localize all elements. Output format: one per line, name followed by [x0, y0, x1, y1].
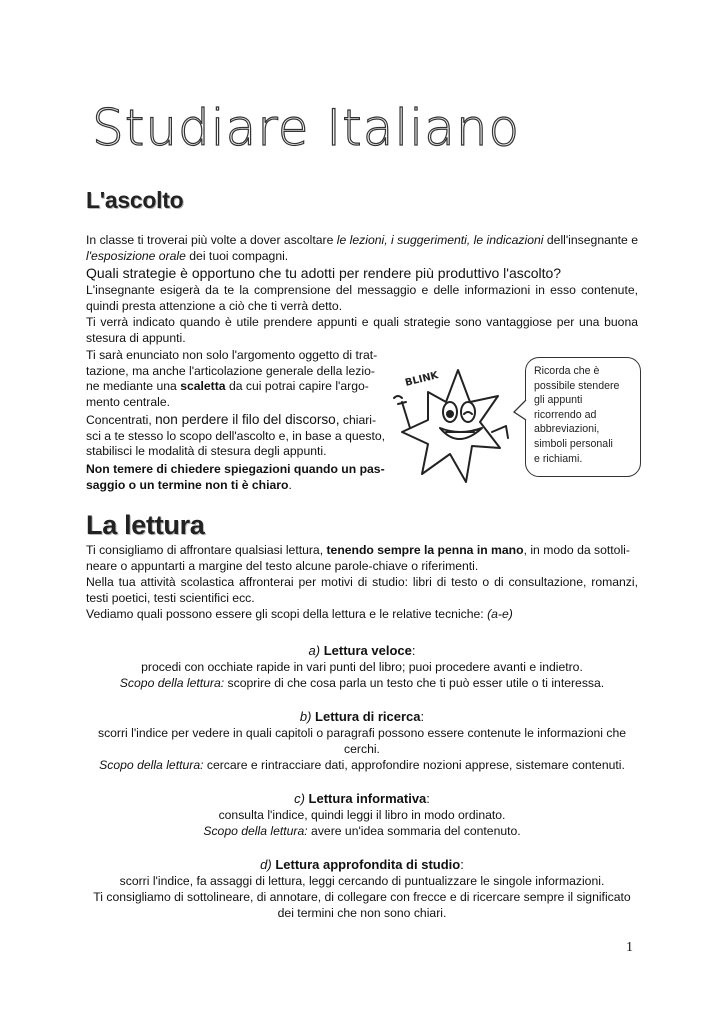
- item-line: dei termini che non sono chiari.: [277, 906, 447, 920]
- reading-line: Ti consigliamo di affrontare qualsiasi lettura, tenendo sempre la penna in mano, in modo da sottoli-: [86, 543, 630, 557]
- item-line: Ti consigliamo di sottolineare, di annotare, di collegare con frecce e di ricercare sempre il significato: [93, 890, 631, 904]
- study-paragraph: Nella tua attività scolastica affronterai per motivi di studio: libri di testo o di consultazione, romanzi, testi poetici, testi scientifici ecc.: [86, 575, 638, 605]
- question-line: Quali strategie è opportuno che tu adotti per rendere più produttivo l'ascolto?: [86, 265, 562, 281]
- topic-paragraph: [86, 348, 386, 410]
- reading-item-a: [86, 643, 638, 691]
- notes-paragraph: Ti verrà indicato quando è utile prendere appunti e quali strategie sono vantaggiose per una buona stesura di appunti.: [86, 315, 638, 345]
- bubble-text: Ricorda che è possibile stendere gli appunti ricorrendo ad abbreviazioni, simboli personali e richiami.: [534, 365, 620, 465]
- cartoon-word: BLINK: [404, 370, 440, 389]
- focus-line: Concentrati, non perdere il filo del discorso, chiari-: [86, 412, 377, 427]
- item-line: cerchi.: [344, 742, 380, 756]
- intro-paragraph: In classe ti troverai più volte a dover ascoltare le lezioni, i suggerimenti, le indicazioni dell'insegnante e l'esposizione orale dei tuoi compagni.: [86, 233, 638, 263]
- reading-line: neare o appuntarti a margine del testo alcune parole-chiave o riferimenti.: [86, 558, 479, 573]
- banner-title: Studiare Italiano: [92, 99, 521, 157]
- heading-ascolto: L'ascolto: [86, 187, 184, 213]
- item-title: b) Lettura di ricerca:: [299, 709, 425, 724]
- focus-line: sci a te stesso lo scopo dell'ascolto e, in base a questo,: [86, 428, 386, 443]
- item-line: scorri l'indice per vedere in quali capitoli o paragrafi possono essere contenute le informazioni che: [97, 726, 627, 740]
- item-title: a) Lettura veloce:: [308, 643, 416, 658]
- reading-item-c: [86, 791, 638, 839]
- topic-line: mento centrale.: [86, 394, 171, 409]
- item-title: d) Lettura approfondita di studio:: [260, 857, 464, 872]
- focus-paragraph: [86, 412, 386, 460]
- speech-bubble: [525, 357, 641, 477]
- bubble-tail: [512, 400, 528, 422]
- topic-line: Ti sarà enunciato non solo l'argomento oggetto di trat-: [86, 348, 378, 362]
- reading-item-d: [86, 857, 638, 921]
- reading-item-b: [86, 709, 638, 773]
- focus-line: stabilisci le modalità di stesura degli appunti.: [86, 444, 327, 459]
- item-line: consulta l'indice, quindi leggi il libro in modo ordinato.: [218, 808, 506, 822]
- fear-line: Non temere di chiedere spiegazioni quando un pas-: [86, 462, 385, 476]
- teacher-paragraph: L'insegnante esigerà da te la comprensione del messaggio e delle informazioni in esso contenute, quindi presta attenzione a ciò che ti verrà detto.: [86, 283, 638, 313]
- topic-line: tazione, ma anche l'articolazione generale della lezio-: [86, 363, 375, 378]
- item-title: c) Lettura informativa:: [294, 791, 430, 806]
- page-number: 1: [626, 940, 633, 955]
- scopes-line: Vediamo quali possono essere gli scopi della lettura e le relative tecniche: (a-e): [86, 607, 513, 621]
- heading-lettura: La lettura: [86, 510, 205, 540]
- fear-line: saggio o un termine non ti è chiaro.: [86, 477, 292, 492]
- item-line: procedi con occhiate rapide in vari punti del libro; puoi procedere avanti e indietro.: [141, 660, 583, 674]
- banner: [92, 98, 602, 158]
- reading-paragraph: [86, 543, 646, 574]
- item-scope: Scopo della lettura: scoprire di che cosa parla un testo che ti può esser utile o ti interessa.: [119, 676, 605, 690]
- topic-line: ne mediante una scaletta da cui potrai capire l'argo-: [86, 379, 369, 394]
- fear-paragraph: [86, 462, 386, 493]
- item-scope: Scopo della lettura: avere un'idea sommaria del contenuto.: [203, 824, 521, 838]
- item-line: scorri l'indice, fa assaggi di lettura, leggi cercando di puntualizzare le singole informazioni.: [119, 874, 605, 888]
- cartoon-star-character: [388, 362, 516, 490]
- item-scope: Scopo della lettura: cercare e rintracciare dati, approfondire nozioni apprese, sistemare contenuti.: [99, 758, 625, 772]
